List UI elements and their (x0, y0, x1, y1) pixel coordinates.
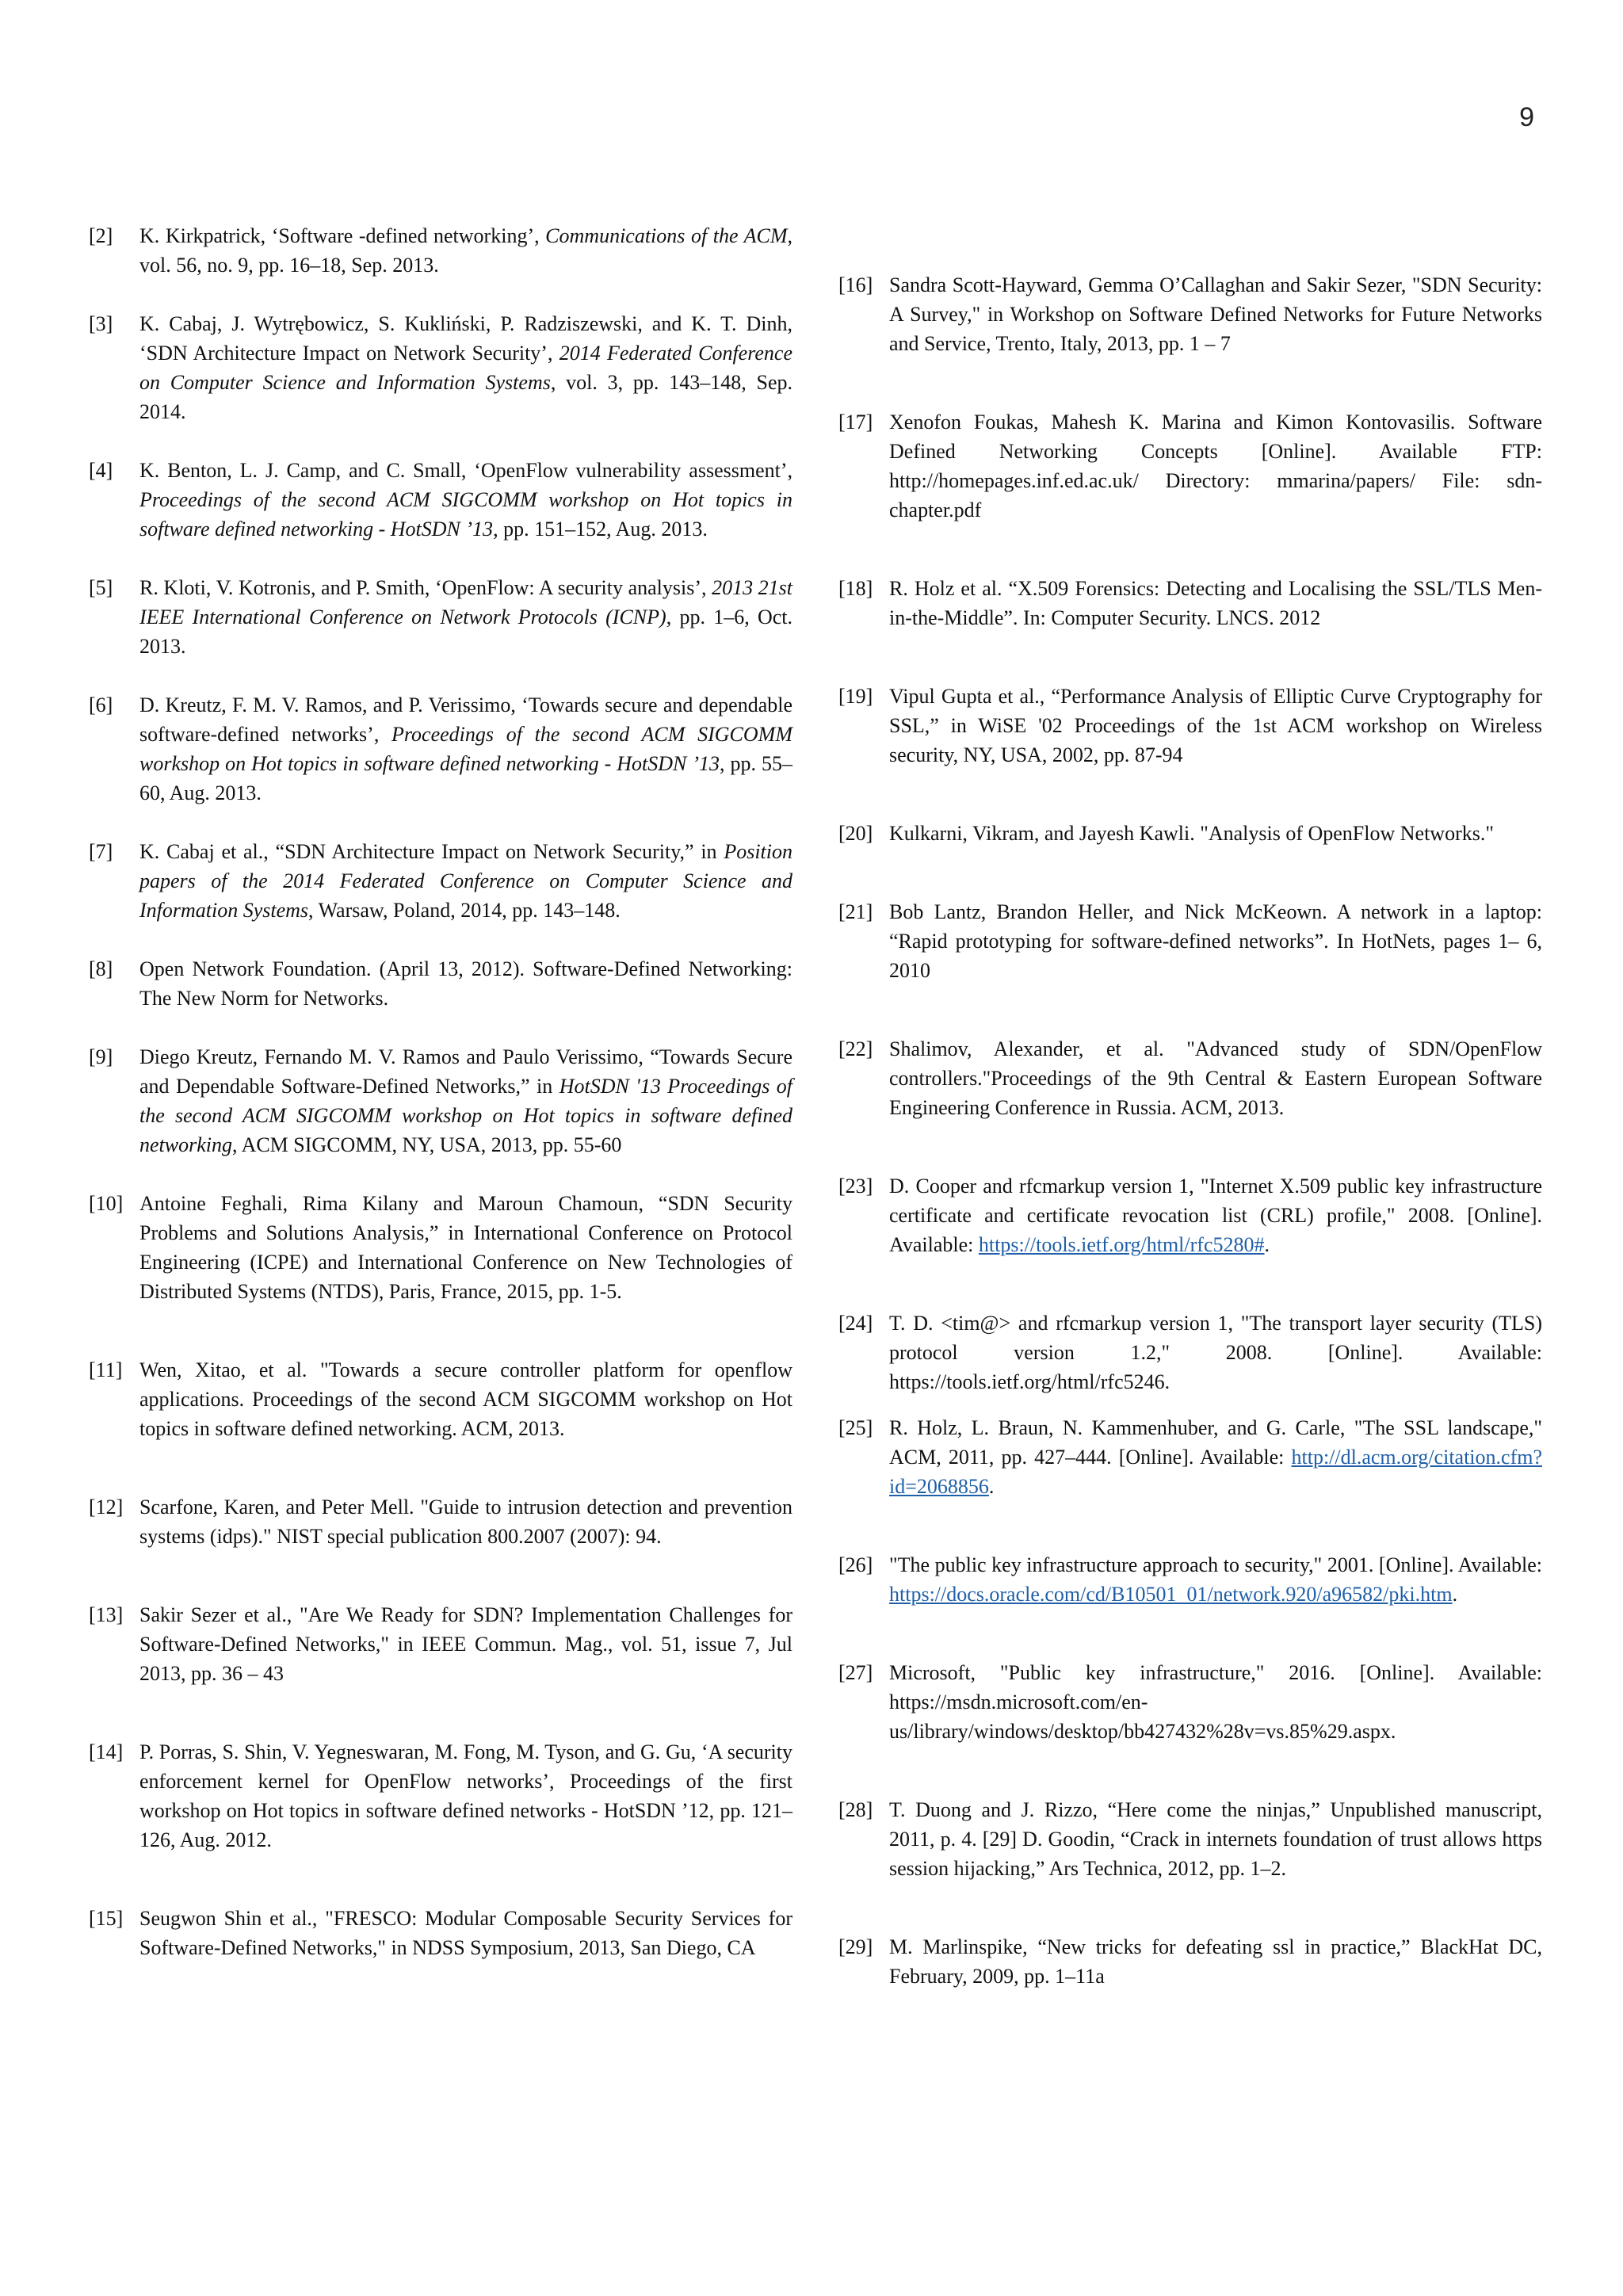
reference-text (889, 1171, 1542, 1259)
reference-text-segment: Antoine Feghali, Rima Kilany and Maroun Chamoun, “SDN Security Problems and Solutions Analysis,” in International Conference on Protocol Engineering (ICPE) and International Conference on New Technologies of Distributed Systems (NTDS), Paris, France, 2015, pp. 1-5. (139, 1192, 792, 1303)
reference-entry (838, 1034, 1542, 1122)
reference-text (139, 1600, 792, 1688)
reference-text-segment: K. Benton, L. J. Camp, and C. Small, ‘OpenFlow vulnerability assessment’, (139, 459, 792, 482)
reference-text-segment: R. Kloti, V. Kotronis, and P. Smith, ‘OpenFlow: A security analysis’, (139, 576, 712, 599)
reference-number: [16] (838, 273, 873, 296)
reference-number: [7] (89, 840, 113, 863)
reference-entry (89, 1355, 792, 1443)
reference-entry (89, 309, 792, 426)
reference-number: [13] (89, 1603, 124, 1626)
reference-text-segment: , pp. 151–152, Aug. 2013. (493, 518, 708, 541)
reference-entry (838, 1413, 1542, 1501)
reference-number: [19] (838, 685, 873, 708)
reference-entry (89, 1492, 792, 1551)
reference-entry (89, 690, 792, 808)
reference-text (139, 221, 792, 280)
reference-text (889, 1550, 1542, 1609)
reference-text-segment: , pp. 55–60, Aug. 2013. (139, 752, 792, 804)
reference-text-segment: Xenofon Foukas, Mahesh K. Marina and Kimon Kontovasilis. Software Defined Networking Concepts [Online]. Available FTP: http://homepages.inf.ed.ac.uk/ Directory: mmarina/papers/ File: sdn-chapter.pdf (889, 411, 1542, 521)
reference-number: [3] (89, 312, 113, 335)
references-left-column (89, 221, 792, 1962)
reference-text-segment: , vol. 3, pp. 143–148, Sep. 2014. (139, 371, 792, 423)
reference-text (139, 690, 792, 808)
reference-number: [15] (89, 1907, 124, 1930)
reference-text-segment: . (1264, 1233, 1270, 1256)
reference-text-segment: Diego Kreutz, Fernando M. V. Ramos and Paulo Verissimo, “Towards Secure and Dependable Software-Defined Networks,” in (139, 1045, 792, 1098)
reference-text-segment: , ACM SIGCOMM, NY, USA, 2013, pp. 55-60 (232, 1133, 622, 1156)
reference-title-italic: Proceedings of the second ACM SIGCOMM workshop on Hot topics in software defined networking - HotSDN ’13 (139, 723, 792, 775)
reference-text (889, 682, 1542, 770)
reference-text-segment: K. Kirkpatrick, ‘Software -defined networking’, (139, 224, 546, 247)
reference-text-segment: Kulkarni, Vikram, and Jayesh Kawli. "Analysis of OpenFlow Networks." (889, 822, 1494, 845)
reference-text (139, 573, 792, 661)
reference-title-italic: Communications of the ACM (545, 224, 788, 247)
reference-link[interactable]: https://tools.ietf.org/html/rfc5280# (978, 1233, 1265, 1256)
reference-text-segment: K. Cabaj et al., “SDN Architecture Impact on Network Security,” in (139, 840, 724, 863)
reference-text-segment: Seugwon Shin et al., "FRESCO: Modular Composable Security Services for Software-Defined Networks," in NDSS Symposium, 2013, San Diego, CA (139, 1907, 792, 1959)
reference-number: [10] (89, 1192, 124, 1215)
reference-entry (89, 456, 792, 544)
reference-text (139, 1355, 792, 1443)
reference-text-segment: D. Kreutz, F. M. V. Ramos, and P. Verissimo, ‘Towards secure and dependable software-defined networks’, (139, 693, 792, 746)
reference-number: [29] (838, 1935, 873, 1958)
reference-entry (838, 682, 1542, 770)
reference-text (139, 1737, 792, 1855)
reference-entry (89, 837, 792, 925)
reference-text-segment: P. Porras, S. Shin, V. Yegneswaran, M. Fong, M. Tyson, and G. Gu, ‘A security enforcement kernel for OpenFlow networks’, Proceedings of the first workshop on Hot topics in software defined networks - HotSDN ’12, pp. 121–126, Aug. 2012. (139, 1740, 792, 1851)
reference-entry (89, 573, 792, 661)
reference-number: [8] (89, 957, 113, 980)
reference-number: [5] (89, 576, 113, 599)
reference-number: [4] (89, 459, 113, 482)
reference-text (889, 1308, 1542, 1396)
reference-entry (838, 819, 1542, 848)
reference-entry (838, 1308, 1542, 1396)
reference-title-italic: Proceedings of the second ACM SIGCOMM workshop on Hot topics in software defined networking - HotSDN ’13 (139, 488, 792, 541)
reference-title-italic: HotSDN '13 Proceedings of the second ACM SIGCOMM workshop on Hot topics in software defined networking (139, 1075, 793, 1156)
reference-text-segment: Vipul Gupta et al., “Performance Analysis of Elliptic Curve Cryptography for SSL,” in WiSE '02 Proceedings of the 1st ACM workshop on Wireless security, NY, USA, 2002, pp. 87-94 (889, 685, 1542, 766)
reference-title-italic: 2014 Federated Conference on Computer Science and Information Systems (139, 342, 792, 394)
reference-entry (89, 1904, 792, 1962)
reference-entry (838, 1658, 1542, 1746)
reference-number: [17] (838, 411, 873, 434)
reference-text (889, 1034, 1542, 1122)
reference-text-segment: T. Duong and J. Rizzo, “Here come the ninjas,” Unpublished manuscript, 2011, p. 4. [29] D. Goodin, “Crack in internets foundation of trust allows https session hijacking,” Ars Technica, 2012, pp. 1–2. (889, 1798, 1542, 1880)
reference-text (139, 1189, 792, 1306)
reference-text-segment: R. Holz, L. Braun, N. Kammenhuber, and G. Carle, "The SSL landscape," ACM, 2011, pp. 427–444. [Online]. Available: (889, 1416, 1542, 1469)
reference-number: [2] (89, 224, 113, 247)
reference-text (139, 954, 792, 1013)
reference-text-segment: Bob Lantz, Brandon Heller, and Nick McKeown. A network in a laptop: “Rapid prototyping for software-defined networks”. In HotNets, pages 1– 6, 2010 (889, 900, 1542, 982)
reference-text (889, 897, 1542, 985)
reference-text-segment: Shalimov, Alexander, et al. "Advanced study of SDN/OpenFlow controllers."Proceedings of the 9th Central & Eastern European Software Engineering Conference in Russia. ACM, 2013. (889, 1037, 1542, 1119)
references-right-column (838, 270, 1542, 1991)
reference-entry (89, 1737, 792, 1855)
reference-text (889, 407, 1542, 525)
reference-text (889, 1795, 1542, 1883)
reference-number: [27] (838, 1661, 873, 1684)
reference-text-segment: . (988, 1475, 995, 1498)
reference-entry (838, 1795, 1542, 1883)
reference-text (139, 837, 792, 925)
reference-entry (89, 1189, 792, 1306)
reference-entry (838, 1171, 1542, 1259)
reference-entry (838, 574, 1542, 632)
reference-entry (89, 221, 792, 280)
reference-text (889, 1658, 1542, 1746)
reference-text (139, 1042, 792, 1159)
reference-number: [23] (838, 1175, 873, 1198)
reference-text-segment: D. Cooper and rfcmarkup version 1, "Internet X.509 public key infrastructure certificate and certificate revocation list (CRL) profile," 2008. [Online]. Available: (889, 1175, 1542, 1256)
reference-number: [6] (89, 693, 113, 716)
reference-text-segment: K. Cabaj, J. Wytrębowicz, S. Kukliński, P. Radziszewski, and K. T. Dinh, ‘SDN Architecture Impact on Network Security’, (139, 312, 792, 365)
reference-number: [14] (89, 1740, 124, 1763)
reference-text-segment: R. Holz et al. “X.509 Forensics: Detecting and Localising the SSL/TLS Men-in-the-Middle”. In: Computer Security. LNCS. 2012 (889, 577, 1542, 629)
reference-number: [12] (89, 1496, 124, 1519)
reference-link[interactable]: http://dl.acm.org/citation.cfm?id=2068856 (889, 1446, 1542, 1498)
reference-text (139, 309, 792, 426)
reference-number: [22] (838, 1037, 873, 1060)
reference-text (139, 456, 792, 544)
reference-number: [9] (89, 1045, 113, 1068)
reference-entry (89, 954, 792, 1013)
reference-number: [11] (89, 1358, 123, 1381)
reference-number: [26] (838, 1553, 873, 1576)
reference-entry (838, 897, 1542, 985)
reference-entry (838, 270, 1542, 358)
reference-number: [25] (838, 1416, 873, 1439)
reference-text-segment: M. Marlinspike, “New tricks for defeating ssl in practice,” BlackHat DC, February, 2009, pp. 1–11a (889, 1935, 1542, 1988)
reference-text-segment: Microsoft, "Public key infrastructure," 2016. [Online]. Available: https://msdn.microsoft.com/en-us/library/windows/desktop/bb427432%28v=vs.85%29.aspx. (889, 1661, 1542, 1743)
reference-number: [18] (838, 577, 873, 600)
reference-link[interactable]: https://docs.oracle.com/cd/B10501_01/network.920/a96582/pki.htm (889, 1583, 1453, 1606)
reference-text (139, 1492, 792, 1551)
reference-entry (89, 1600, 792, 1688)
reference-text (889, 270, 1542, 358)
reference-text (889, 1932, 1542, 1991)
reference-text-segment: Sandra Scott-Hayward, Gemma O’Callaghan and Sakir Sezer, "SDN Security: A Survey," in Workshop on Software Defined Networks for Future Networks and Service, Trento, Italy, 2013, pp. 1 – 7 (889, 273, 1542, 355)
reference-text (889, 1413, 1542, 1501)
reference-text-segment: , pp. 1–6, Oct. 2013. (139, 606, 792, 658)
reference-number: [24] (838, 1312, 873, 1335)
reference-text (889, 819, 1542, 848)
reference-text-segment: . (1452, 1583, 1458, 1606)
reference-entry (838, 1932, 1542, 1991)
page-number: 9 (1519, 102, 1534, 132)
reference-number: [28] (838, 1798, 873, 1821)
reference-title-italic: 2013 21st IEEE International Conference on Network Protocols (ICNP) (139, 576, 792, 628)
reference-text (139, 1904, 792, 1962)
reference-text-segment: Open Network Foundation. (April 13, 2012). Software-Defined Networking: The New Norm for Networks. (139, 957, 792, 1010)
reference-text-segment: Sakir Sezer et al., "Are We Ready for SDN? Implementation Challenges for Software-Defined Networks," in IEEE Commun. Mag., vol. 51, issue 7, Jul 2013, pp. 36 – 43 (139, 1603, 792, 1685)
reference-text-segment: , vol. 56, no. 9, pp. 16–18, Sep. 2013. (139, 224, 792, 277)
reference-text-segment: Scarfone, Karen, and Peter Mell. "Guide to intrusion detection and prevention systems (idps)." NIST special publication 800.2007 (2007): 94. (139, 1496, 792, 1548)
reference-entry (89, 1042, 792, 1159)
reference-text-segment: Wen, Xitao, et al. "Towards a secure controller platform for openflow applications. Proceedings of the second ACM SIGCOMM workshop on Hot topics in software defined networking. ACM, 2013. (139, 1358, 792, 1440)
reference-number: [21] (838, 900, 873, 923)
reference-entry (838, 1550, 1542, 1609)
reference-entry (838, 407, 1542, 525)
reference-title-italic: Position papers of the 2014 Federated Conference on Computer Science and Information Systems (139, 840, 792, 922)
reference-text-segment: T. D. <tim@> and rfcmarkup version 1, "The transport layer security (TLS) protocol version 1.2," 2008. [Online]. Available: https://tools.ietf.org/html/rfc5246. (889, 1312, 1542, 1393)
reference-number: [20] (838, 822, 873, 845)
reference-text-segment: "The public key infrastructure approach to security," 2001. [Online]. Available: (889, 1553, 1542, 1576)
reference-text (889, 574, 1542, 632)
reference-text-segment: , Warsaw, Poland, 2014, pp. 143–148. (308, 899, 621, 922)
